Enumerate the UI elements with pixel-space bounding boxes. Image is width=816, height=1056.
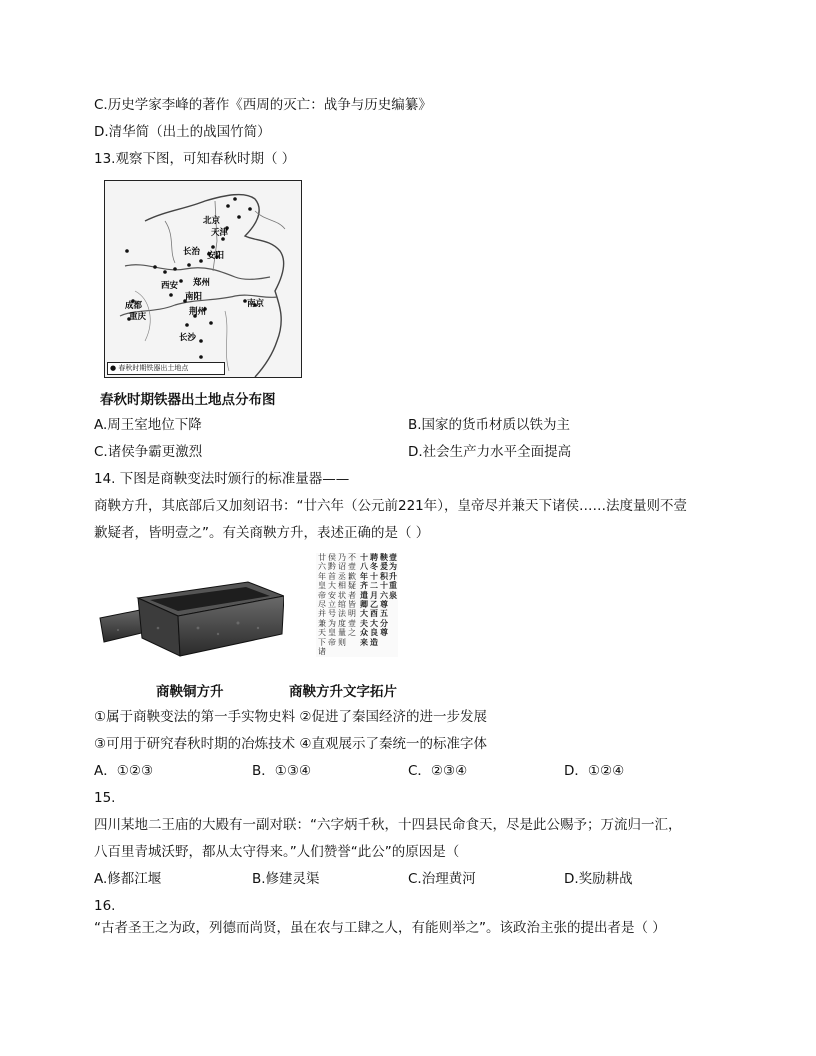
q13-option-b[interactable]: B.国家的货币材质以铁为主 — [408, 417, 571, 433]
city-label: 北京 — [203, 216, 221, 226]
city-label: 重庆 — [129, 312, 147, 322]
option-d-text: D.清华简（出土的战国竹简） — [94, 124, 271, 140]
question-15-number: 15. — [94, 790, 116, 806]
q13-option-a[interactable]: A.周王室地位下降 — [94, 417, 202, 433]
city-label: 安阳 — [207, 251, 225, 261]
inscription-rubbing — [316, 553, 398, 657]
map-title: 春秋时期铁器出土地点分布图 — [100, 392, 276, 408]
rubbing-column: 廿六年皇帝尽并兼天下诸 — [318, 553, 326, 657]
rubbing-column: 鞅爰积十六尊五分尊 — [380, 553, 388, 638]
city-label: 长沙 — [179, 333, 197, 343]
statement-line: ③可用于研究春秋时期的冶炼技术 ④直观展示了秦统一的标准字体 — [94, 736, 487, 752]
q15-option-a[interactable]: A.修都江堰 — [94, 871, 162, 887]
q13-option-c[interactable]: C.诸侯争霸更激烈 — [94, 444, 203, 460]
rubbing-column: 侯黔首大安立号为皇帝 — [328, 553, 336, 647]
question-14-text: 商鞅方升，其底部后又加刻诏书：“廿六年（公元前221年），皇帝尽并兼天下诸侯……法度量则不壹 — [94, 498, 688, 514]
question-15-stem: 四川某地二王庙的大殿有一副对联：“六字炳千秋，十四县民命食天，尽是此公赐予；万流归一汇， — [94, 817, 682, 833]
map-legend: ● 春秋时期铁器出土地点 — [107, 362, 225, 375]
q14-option-b[interactable]: B．①③④ — [252, 763, 312, 779]
rubbing-column: 聘冬十二月乙酉大良造 — [370, 553, 378, 647]
q14-option-c[interactable]: C．②③④ — [408, 763, 468, 779]
iron-artifacts-map — [104, 180, 302, 378]
rubbing-column: 壹为升重泉 — [389, 553, 397, 600]
rubbing-column: 十八年齐遣卿大夫众来 — [360, 553, 368, 647]
q14-option-d[interactable]: D．①②④ — [564, 763, 625, 779]
city-label: 荆州 — [189, 307, 207, 317]
rubbing-column: 不壹歉疑者皆明壹之 — [348, 553, 356, 638]
caption-bronze-sheng: 商鞅铜方升 — [156, 684, 224, 700]
city-label: 天津 — [211, 228, 229, 238]
question-13-stem: 13.观察下图，可知春秋时期（ ） — [94, 151, 296, 167]
question-16-stem: “古者圣王之为政，列德而尚贤，虽在农与工肆之人，有能则举之”。该政治主张的提出者是（ ） — [94, 920, 666, 936]
option-c-text: C.历史学家李峰的著作《西周的灭亡：战争与历史编纂》 — [94, 97, 432, 113]
q15-option-b[interactable]: B.修建灵渠 — [252, 871, 320, 887]
statement-line: ①属于商鞅变法的第一手实物史料 ②促进了秦国经济的进一步发展 — [94, 709, 487, 725]
question-15-stem: 八百里青城沃野，都从太守得来。”人们赞誉“此公”的原因是（ — [94, 844, 460, 860]
city-label: 南阳 — [185, 292, 203, 302]
q14-option-a[interactable]: A．①②③ — [94, 763, 154, 779]
q15-option-c[interactable]: C.治理黄河 — [408, 871, 476, 887]
caption-rubbing: 商鞅方升文字拓片 — [289, 684, 397, 700]
city-label: 西安 — [161, 281, 179, 291]
question-14-text: 歉疑者，皆明壹之”。有关商鞅方升，表述正确的是（ ） — [94, 525, 430, 541]
q15-option-d[interactable]: D.奖励耕战 — [564, 871, 633, 887]
bronze-sheng-image — [98, 568, 284, 660]
q13-option-d[interactable]: D.社会生产力水平全面提高 — [408, 444, 572, 460]
city-label: 南京 — [247, 299, 265, 309]
question-14-stem: 14. 下图是商鞅变法时颁行的标准量器—— — [94, 471, 350, 487]
city-label: 郑州 — [193, 278, 211, 288]
rubbing-column: 乃诏丞相状绾法度量则 — [338, 553, 346, 647]
city-label: 长治 — [183, 247, 201, 257]
question-16-number: 16. — [94, 898, 116, 914]
city-label: 成都 — [125, 301, 143, 311]
